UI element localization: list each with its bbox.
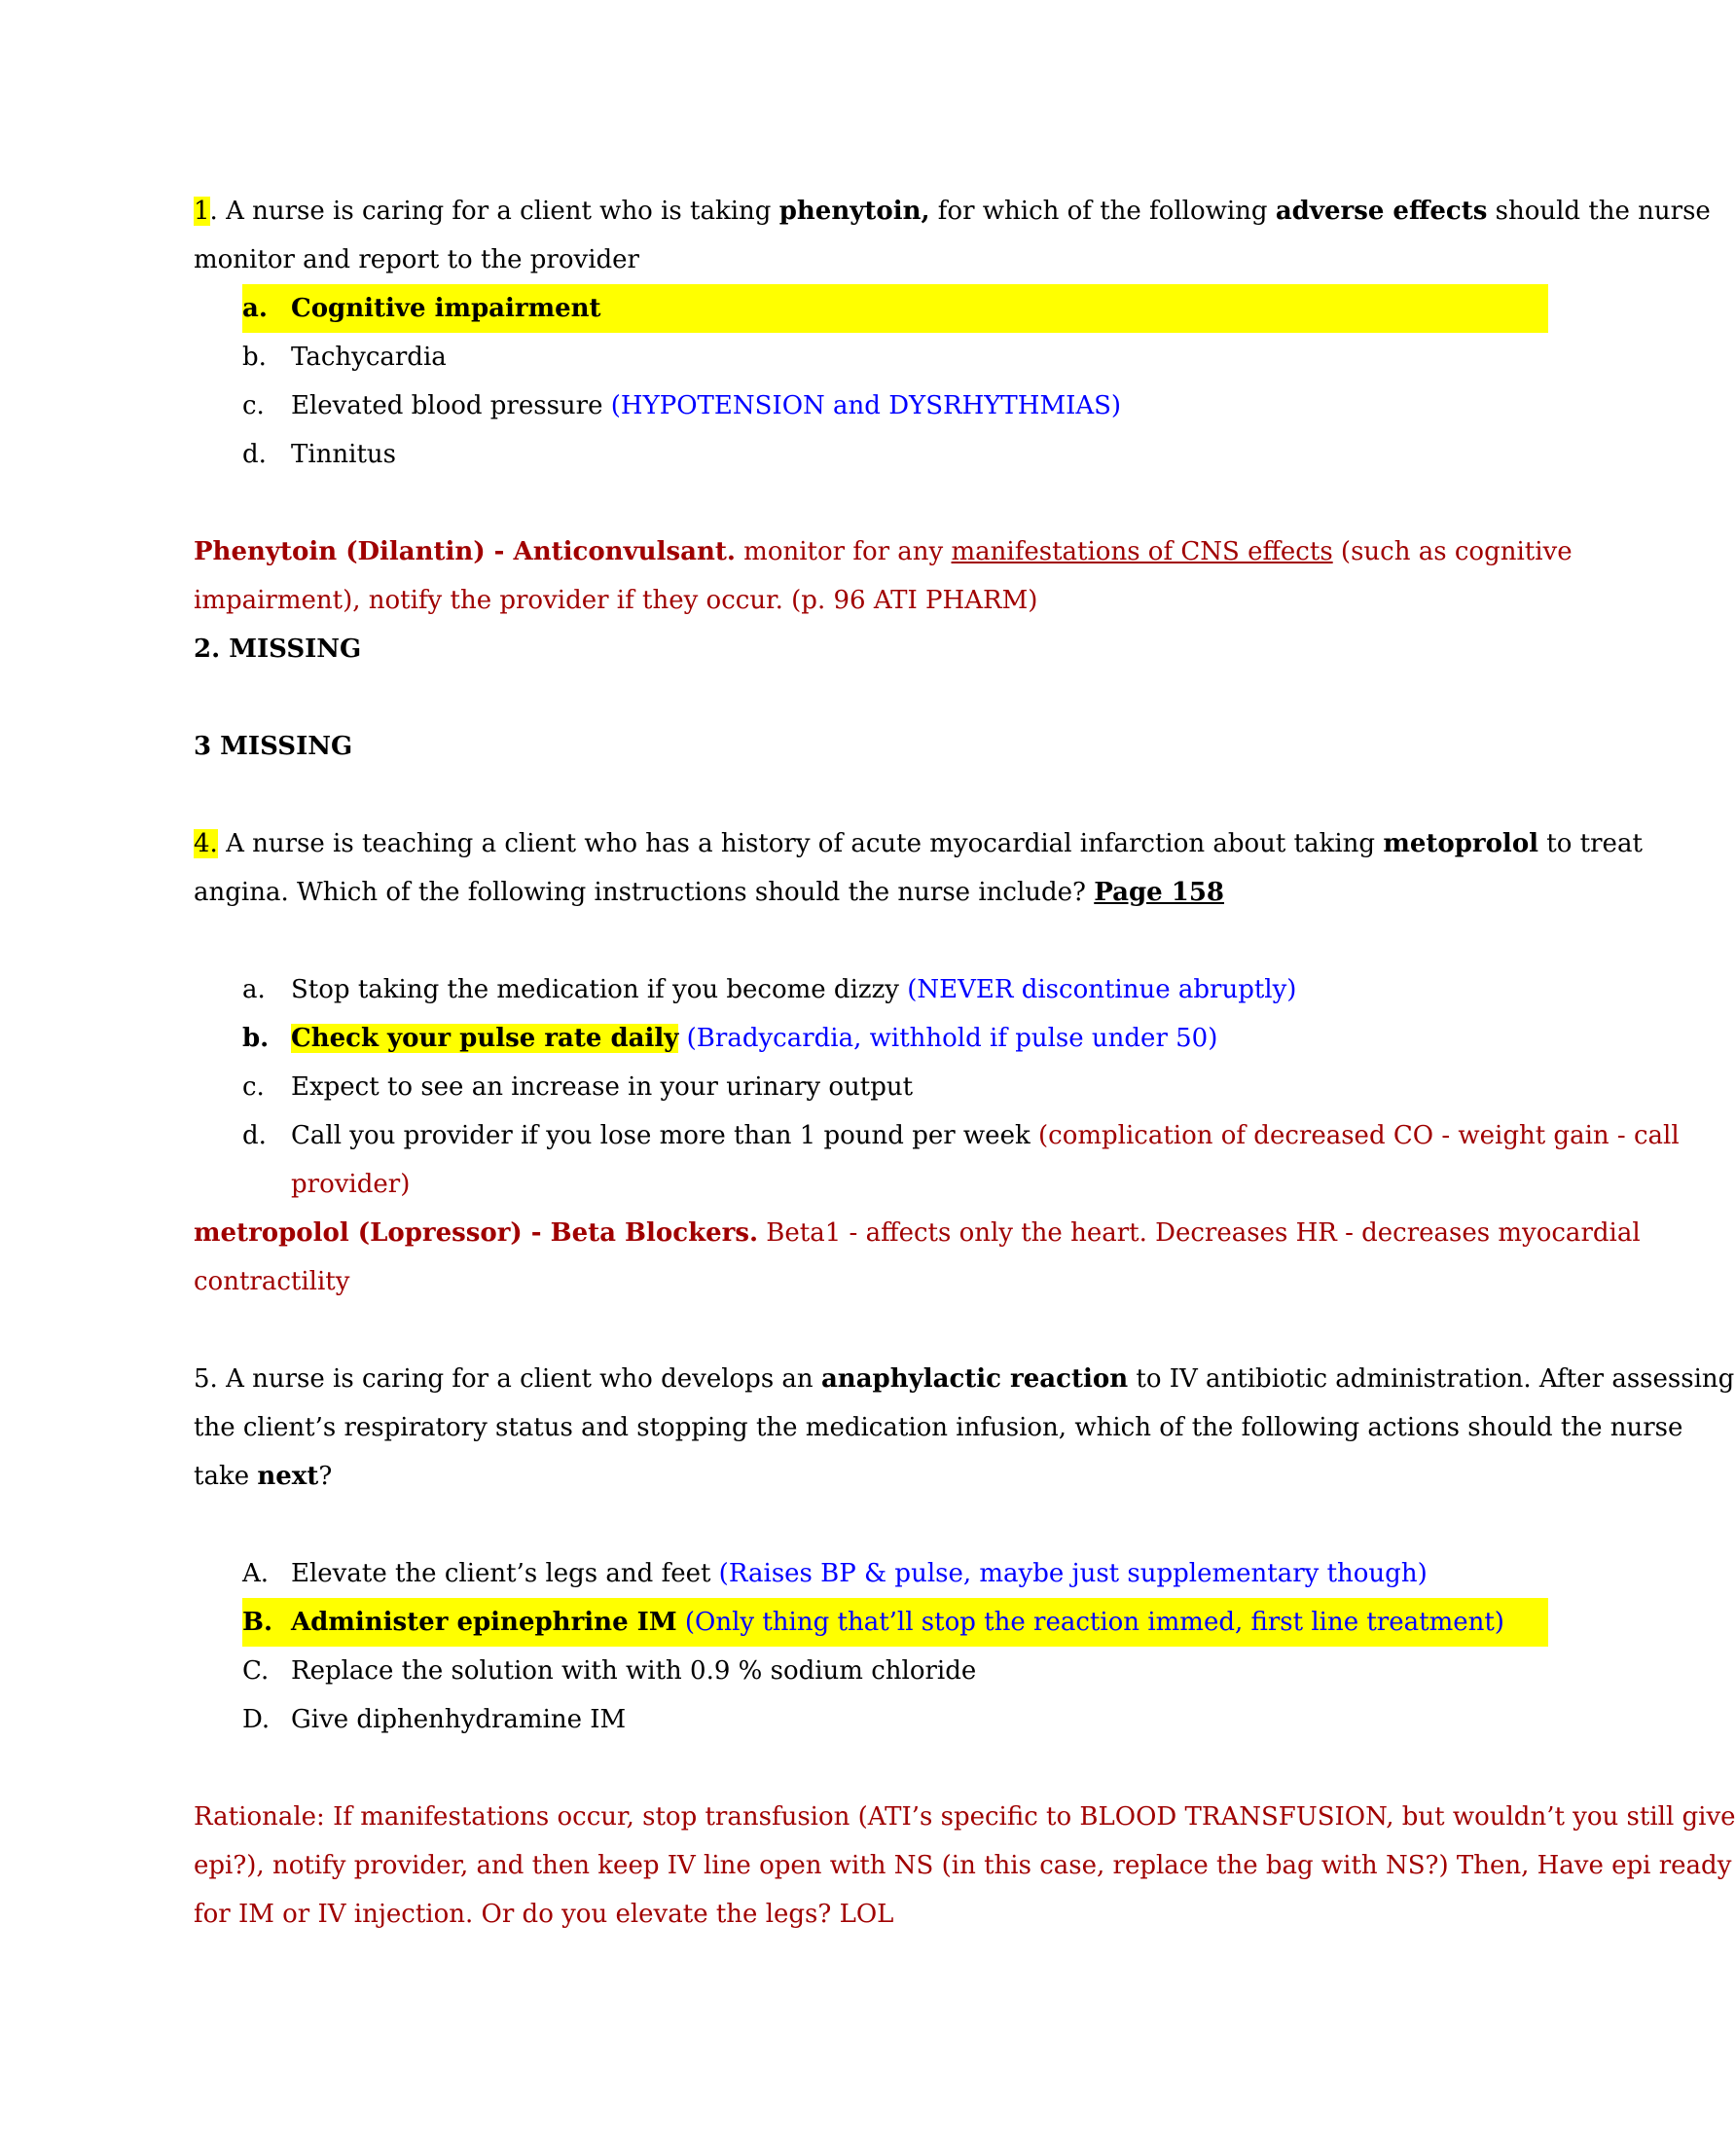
question-4-stem-line1 (194, 819, 1643, 868)
question-1-stem-text-2: for which of the following (929, 197, 1276, 226)
spacer (194, 479, 1548, 527)
question-4-page-ref: Page 158 (1094, 878, 1224, 907)
option-note-continued: provider) (291, 1170, 411, 1199)
question-1-option-d (194, 430, 1548, 479)
question-5-stem-text-3: take (194, 1462, 258, 1491)
option-note: (Bradycardia, withhold if pulse under 50) (678, 1024, 1218, 1053)
option-text: Elevate the client’s legs and feet (291, 1559, 711, 1588)
question-5-rationale-line1: Rationale: If manifestations occur, stop transfusion (ATI’s specific to BLOOD TRANSFUSION, but wouldn’t you still give (194, 1802, 1736, 1832)
question-2-missing: 2. MISSING (194, 635, 362, 664)
question-5-rationale-line2: epi?), notify provider, and then keep IV line open with NS (in this case, replace the bag with NS?) Then, Have epi ready (194, 1851, 1732, 1880)
spacer (194, 673, 1548, 722)
question-1-stem-line1 (194, 187, 1711, 236)
option-note: (Raises BP & pulse, maybe just supplementary though) (710, 1559, 1428, 1588)
option-note: (complication of decreased CO - weight gain - call (1030, 1121, 1680, 1150)
question-5-stem-text: 5. A nurse is caring for a client who develops an (194, 1364, 821, 1394)
question-4-option-a (194, 965, 1548, 1014)
option-text-wrap (291, 1549, 1428, 1598)
question-4-option-c (194, 1063, 1548, 1111)
question-1-stem-text: . A nurse is caring for a client who is taking (209, 197, 779, 226)
question-5-rationale-line3: for IM or IV injection. Or do you elevate the legs? LOL (194, 1900, 894, 1929)
option-letter: C. (242, 1656, 270, 1686)
option-letter: d. (242, 1121, 267, 1150)
question-1-stem-line2: monitor and report to the provider (194, 245, 639, 274)
option-letter: a. (242, 294, 268, 323)
question-5-keyword-next: next (257, 1462, 319, 1491)
question-4-number: 4. (194, 829, 218, 858)
question-1-option-c (194, 381, 1548, 430)
question-4-rationale-line2: contractility (194, 1267, 350, 1296)
option-text: Administer epinephrine IM (291, 1608, 677, 1637)
question-1-stem-text-3: should the nurse (1487, 197, 1711, 226)
question-4-option-d-continued (194, 1160, 1548, 1209)
question-1-option-b (194, 333, 1548, 381)
rationale-heading: metropolol (Lopressor) - Beta Blockers. (194, 1218, 759, 1248)
question-5-stem-line3 (194, 1452, 1548, 1501)
question-3-missing: 3 MISSING (194, 732, 353, 761)
option-text: Give diphenhydramine IM (291, 1705, 627, 1734)
option-letter: b. (242, 1024, 270, 1053)
rationale-text: Beta1 - affects only the heart. Decreases HR - decreases myocardial (758, 1218, 1641, 1248)
spacer (194, 1306, 1548, 1355)
option-note: (NEVER discontinue abruptly) (898, 975, 1297, 1004)
spacer (194, 771, 1548, 819)
question-4-option-d (194, 1111, 1680, 1160)
option-note: (HYPOTENSION and DYSRHYTHMIAS) (602, 391, 1122, 420)
option-letter: B. (242, 1608, 273, 1637)
spacer (194, 917, 1548, 965)
option-text-wrap (291, 1014, 1217, 1063)
option-text-wrap (291, 1598, 1504, 1647)
option-letter: d. (242, 440, 267, 469)
question-5-option-a (194, 1549, 1548, 1598)
option-text: Replace the solution with with 0.9 % sodium chloride (291, 1656, 977, 1686)
option-letter: c. (242, 391, 265, 420)
question-5-question-mark: ? (318, 1462, 333, 1491)
question-5-option-c (194, 1647, 1548, 1695)
question-4-option-b-correct (194, 1014, 1548, 1063)
rationale-text: monitor for any (735, 537, 952, 566)
question-4-rationale-line1 (194, 1209, 1641, 1257)
option-letter: c. (242, 1072, 265, 1102)
question-4-stem-text-3: angina. Which of the following instructions should the nurse include? (194, 878, 1095, 907)
question-5-stem-line1 (194, 1355, 1735, 1403)
question-4-stem-text-2: to treat (1538, 829, 1643, 858)
option-text-wrap (291, 965, 1296, 1014)
question-5-keyword: anaphylactic reaction (820, 1364, 1129, 1394)
option-text-wrap (291, 381, 1121, 430)
question-1-rationale-line2: impairment), notify the provider if they occur. (p. 96 ATI PHARM) (194, 586, 1038, 615)
rationale-underlined: manifestations of CNS effects (951, 537, 1333, 566)
option-text: Check your pulse rate daily (291, 1024, 679, 1053)
question-1-keyword: adverse effects (1275, 197, 1488, 226)
question-1-option-a-correct (242, 284, 1548, 333)
option-text: Cognitive impairment (291, 294, 601, 323)
option-text: Elevated blood pressure (291, 391, 603, 420)
question-1-drug: phenytoin, (778, 197, 930, 226)
question-5-option-b-correct (242, 1598, 1548, 1647)
option-letter: A. (242, 1559, 270, 1588)
option-note: (Only thing that’ll stop the reaction immed, first line treatment) (676, 1608, 1504, 1637)
option-text: Stop taking the medication if you become dizzy (291, 975, 899, 1004)
question-5-stem-line2: the client’s respiratory status and stopping the medication infusion, which of the following actions should the nurse (194, 1413, 1683, 1442)
question-1-rationale-line1 (194, 527, 1573, 576)
question-5-stem-text-2: to IV antibiotic administration. After assessing (1128, 1364, 1735, 1394)
question-5-option-d (194, 1695, 1548, 1744)
option-text-wrap (291, 1111, 1680, 1160)
option-text: Call you provider if you lose more than 1 pound per week (291, 1121, 1031, 1150)
option-text: Tinnitus (291, 440, 396, 469)
option-letter: b. (242, 343, 267, 372)
option-text: Expect to see an increase in your urinary output (291, 1072, 914, 1102)
question-4-drug: metoprolol (1383, 829, 1539, 858)
option-letter: D. (242, 1705, 271, 1734)
rationale-heading: Phenytoin (Dilantin) - Anticonvulsant. (194, 537, 736, 566)
question-1 (194, 187, 1736, 1939)
option-letter: a. (242, 975, 266, 1004)
option-text: Tachycardia (291, 343, 447, 372)
question-4-stem-line2 (194, 868, 1548, 917)
question-4-stem-text: A nurse is teaching a client who has a history of acute myocardial infarction about taking (217, 829, 1384, 858)
spacer (194, 1501, 1548, 1549)
spacer (194, 1744, 1548, 1793)
question-1-number: 1 (194, 197, 210, 226)
rationale-text-2: (such as cognitive (1332, 537, 1573, 566)
